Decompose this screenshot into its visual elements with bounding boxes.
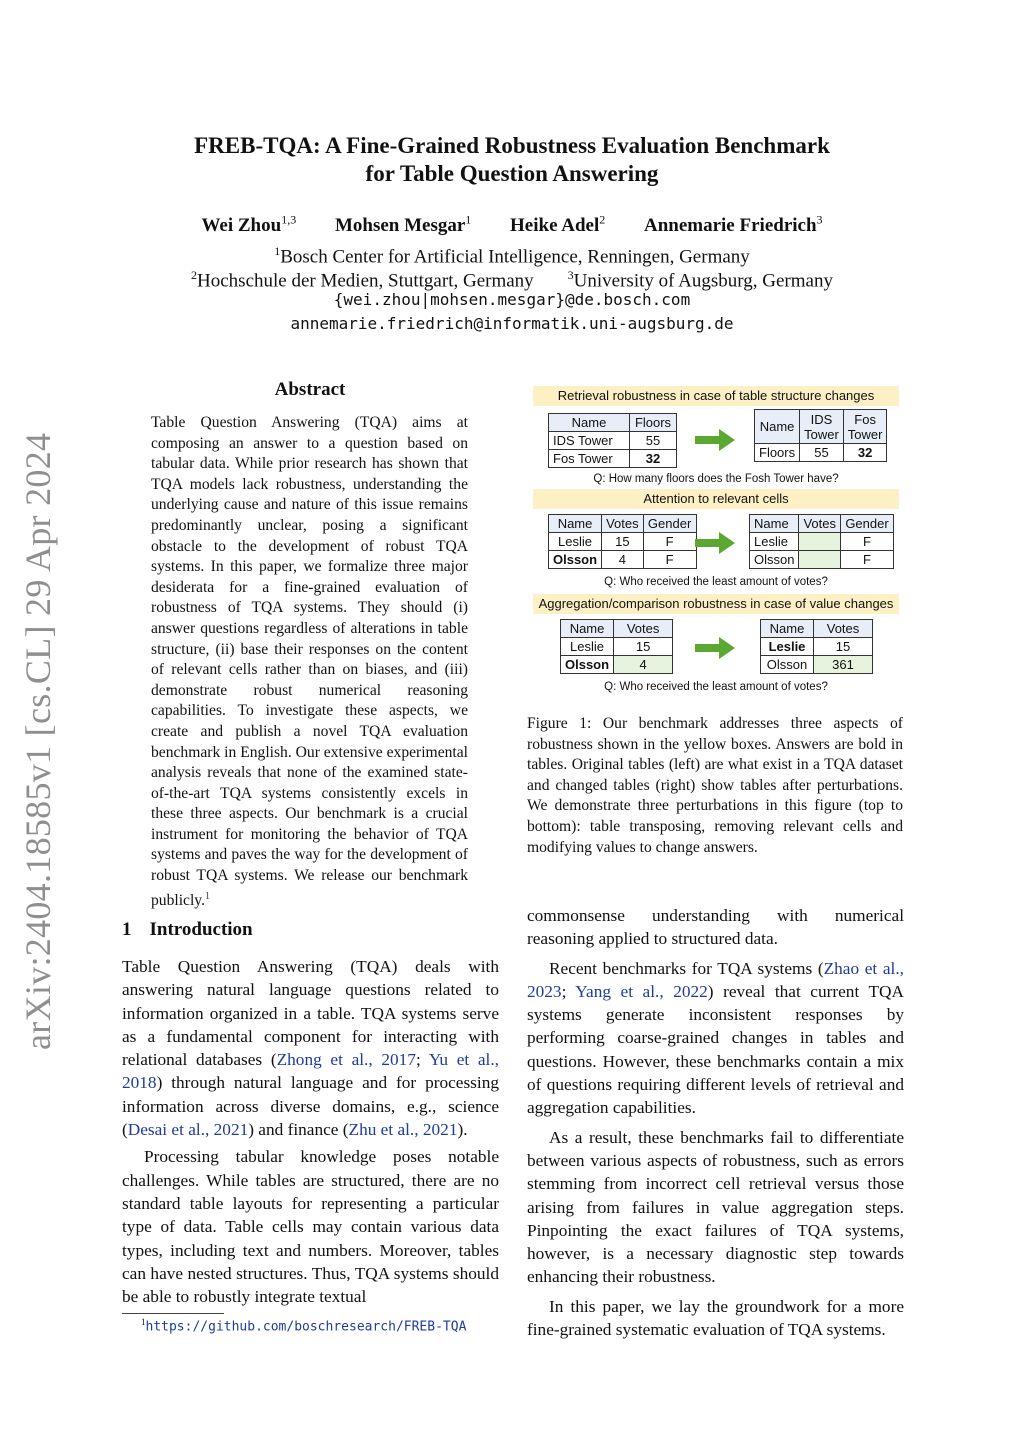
author-4: Annemarie Friedrich$^3$ bbox=[643, 213, 823, 237]
intro-paragraph-2: Processing tabular knowledge poses notable challenges. While tables are structured, there are no standard table layouts for representing a particular type of data. Table cells may contain various data types, including text and numbers. Moreover, tables can have nested structures. Thus, TQA systems should be able to robustly integrate textual bbox=[122, 1147, 499, 1307]
table-header-cell: Name bbox=[755, 410, 800, 444]
figure-question-3: Q: Who received the least amount of votes? bbox=[604, 681, 828, 693]
email-2: annemarie.friedrich@informatik.uni-augsburg.de bbox=[290, 314, 734, 333]
table-original-votes-gender bbox=[548, 514, 697, 569]
abstract-body: Table Question Answering (TQA) aims at composing an answer to a question based on tabular data. While prior research has shown that TQA models lack robustness, understanding the underlying cause and nature of this issue remains predominantly unclear, posing a significant obstacle to the development of robust TQA systems. In this paper, we formalize three major desiderata for a fine-grained evaluation of robustness of TQA systems. They should (i) answer questions regardless of alterations in table structure, (ii) base their responses on the content of relevant cells rather than on biases, and (iii) demonstrate robust numerical reasoning capabilities. To investigate these aspects, we create and publish a novel TQA evaluation benchmark in English. Our extensive experimental analysis reveals that none of the examined state-of-the-art TQA systems consistently excels in these three aspects. Our benchmark is a crucial instrument for monitoring the behavior of TQA systems and paves the way for the development of robust TQA systems. We release our benchmark publicly.$^1$ bbox=[151, 414, 468, 909]
table-header-cell: Name bbox=[750, 515, 799, 533]
table-cell-answer: Olsson bbox=[549, 551, 602, 569]
email-1: {wei.zhou|mohsen.mesgar}@de.bosch.com bbox=[333, 290, 691, 309]
citation-link[interactable]: Zhu et al., 2021 bbox=[348, 1120, 458, 1140]
author-2: Mohsen Mesgar$^1$ bbox=[334, 213, 472, 237]
table-header-cell: Name bbox=[761, 620, 814, 638]
intro-paragraph-3: Recent benchmarks for TQA systems (Zhao et al., 2023; Yang et al., 2022) reveal that current TQA systems generate inconsistent responses by performing coarse-grained changes in tables and questions. However, these benchmarks contain a mix of questions requiring different levels of retrieval and aggregation capabilities. bbox=[527, 958, 904, 1118]
citation-link[interactable]: Yang et al., 2022 bbox=[575, 981, 708, 1001]
figure-1 bbox=[527, 384, 905, 696]
table-header-cell: IDS Tower bbox=[800, 410, 844, 444]
arrow-right-icon bbox=[695, 532, 735, 554]
author-3: Heike Adel$^2$ bbox=[510, 213, 606, 237]
table-header-cell: Fos Tower bbox=[843, 410, 887, 444]
table-cell: Fos Tower bbox=[549, 450, 630, 468]
table-cell: IDS Tower bbox=[549, 432, 630, 450]
table-header-cell: Votes bbox=[614, 620, 673, 638]
table-cell-answer: Leslie bbox=[761, 638, 814, 656]
table-original-floors bbox=[548, 413, 677, 468]
table-cell: Leslie bbox=[561, 638, 614, 656]
table-cell: 55 bbox=[630, 432, 677, 450]
table-cell: 15 bbox=[602, 533, 644, 551]
table-header-cell: Name bbox=[561, 620, 614, 638]
figure-caption: Figure 1: Our benchmark addresses three aspects of robustness shown in the yellow boxes. Answers are bold in tables. Original tables (left) are what exist in a TQA dataset and changed tables (right) show tables after perturbations. We demonstrate three perturbations in this figure (top to bottom): table transposing, removing relevant cells and modifying values to change answers. bbox=[527, 715, 903, 856]
citation-link[interactable]: Desai et al., 2021 bbox=[127, 1120, 249, 1140]
arrow-shape bbox=[695, 637, 735, 659]
citation-link[interactable]: Zhao et al., 2023 bbox=[527, 958, 904, 1001]
paper-title-line-1: FREB-TQA: A Fine-Grained Robustness Evaluation Benchmark bbox=[194, 133, 830, 158]
table-cell: F bbox=[841, 551, 894, 569]
intro-paragraph-2-cont: commonsense understanding with numerical reasoning applied to structured data. bbox=[527, 906, 904, 949]
table-transposed-floors bbox=[754, 409, 887, 462]
table-cell-answer: 32 bbox=[843, 444, 887, 462]
section-heading-introduction: 1 Introduction bbox=[122, 919, 253, 940]
arrow-shape bbox=[695, 532, 735, 554]
footnote-rule bbox=[122, 1313, 224, 1314]
table-header-cell: Votes bbox=[602, 515, 644, 533]
paper-title-line-2: for Table Question Answering bbox=[365, 161, 659, 186]
table-cell: 55 bbox=[800, 444, 844, 462]
arrow-shape bbox=[695, 429, 735, 451]
introduction-right-column bbox=[527, 904, 904, 1341]
introduction-left-column bbox=[122, 955, 499, 1308]
table-cell-modified: 361 bbox=[814, 656, 873, 674]
table-cell: Leslie bbox=[750, 533, 799, 551]
table-header-cell: Votes bbox=[799, 515, 841, 533]
table-cell-removed bbox=[799, 533, 841, 551]
table-header-cell: Name bbox=[549, 515, 602, 533]
abstract-heading: Abstract bbox=[274, 379, 346, 400]
table-cell: Olsson bbox=[761, 656, 814, 674]
table-cell: 4 bbox=[602, 551, 644, 569]
author-1: Wei Zhou$^{1,3}$ bbox=[201, 213, 297, 237]
table-cell-answer: Olsson bbox=[561, 656, 614, 674]
intro-paragraph-4: As a result, these benchmarks fail to differentiate between various aspects of robustness, such as errors stemming from incorrect cell retrieval versus those arising from failures in value aggregation steps. Pinpointing the exact failures of TQA systems, however, is a necessary diagnostic step towards enhancing their robustness. bbox=[527, 1127, 904, 1287]
table-cell: F bbox=[643, 533, 696, 551]
table-modified-votes bbox=[760, 619, 873, 674]
arrow-right-icon bbox=[695, 429, 735, 451]
table-cell: 15 bbox=[614, 638, 673, 656]
table-header-cell: Gender bbox=[643, 515, 696, 533]
figure-question-1: Q: How many floors does the Fosh Tower have? bbox=[593, 473, 839, 485]
citation-link[interactable]: Zhong et al., 2017 bbox=[276, 1050, 416, 1070]
footnote: $^1$https://github.com/boschresearch/FREB-TQA bbox=[141, 1317, 467, 1335]
figure-label-attention: Attention to relevant cells bbox=[533, 489, 899, 509]
table-cell: Olsson bbox=[750, 551, 799, 569]
arrow-right-icon bbox=[695, 637, 735, 659]
table-cell-removed bbox=[799, 551, 841, 569]
table-cell: Leslie bbox=[549, 533, 602, 551]
author-list bbox=[0, 213, 1024, 237]
footnote-marker[interactable]: 1 bbox=[205, 890, 210, 902]
table-header-cell: Name bbox=[549, 414, 630, 432]
table-original-votes bbox=[560, 619, 673, 674]
table-header-cell: Floors bbox=[630, 414, 677, 432]
citation-link[interactable]: Yu et al., 2018 bbox=[122, 1050, 499, 1093]
table-header-cell: Gender bbox=[841, 515, 894, 533]
table-cell: 15 bbox=[814, 638, 873, 656]
table-cell: F bbox=[841, 533, 894, 551]
intro-paragraph-1: Table Question Answering (TQA) deals with answering natural language questions related to information organized in a table. TQA systems serve as a fundamental component for interacting with relational databases (Zhong et al., 2017; Yu et al., 2018) through natural language and for processing information across diverse domains, e.g., science (Desai et al., 2021) and finance (Zhu et al., 2021). bbox=[122, 957, 499, 1140]
figure-label-aggregation: Aggregation/comparison robustness in case of value changes bbox=[533, 594, 899, 614]
table-cell: F bbox=[643, 551, 696, 569]
footnote-url[interactable]: https://github.com/boschresearch/FREB-TQA bbox=[145, 1319, 467, 1335]
table-removed-cells bbox=[749, 514, 894, 569]
table-cell: 4 bbox=[614, 656, 673, 674]
table-cell: Floors bbox=[755, 444, 800, 462]
figure-label-retrieval: Retrieval robustness in case of table structure changes bbox=[533, 386, 899, 406]
intro-paragraph-5: In this paper, we lay the groundwork for a more fine-grained systematic evaluation of TQA systems. bbox=[527, 1296, 904, 1340]
table-cell-answer: 32 bbox=[630, 450, 677, 468]
arxiv-stamp: arXiv:2404.18585v1 [cs.CL] 29 Apr 2024 bbox=[18, 432, 58, 1050]
affiliation-2-3: $^2$Hochschule der Medien, Stuttgart, Germany $^3$University of Augsburg, Germany bbox=[191, 268, 833, 292]
affiliation-1: $^1$Bosch Center for Artificial Intelligence, Renningen, Germany bbox=[274, 244, 750, 268]
figure-question-2: Q: Who received the least amount of votes? bbox=[604, 576, 828, 588]
table-header-cell: Votes bbox=[814, 620, 873, 638]
